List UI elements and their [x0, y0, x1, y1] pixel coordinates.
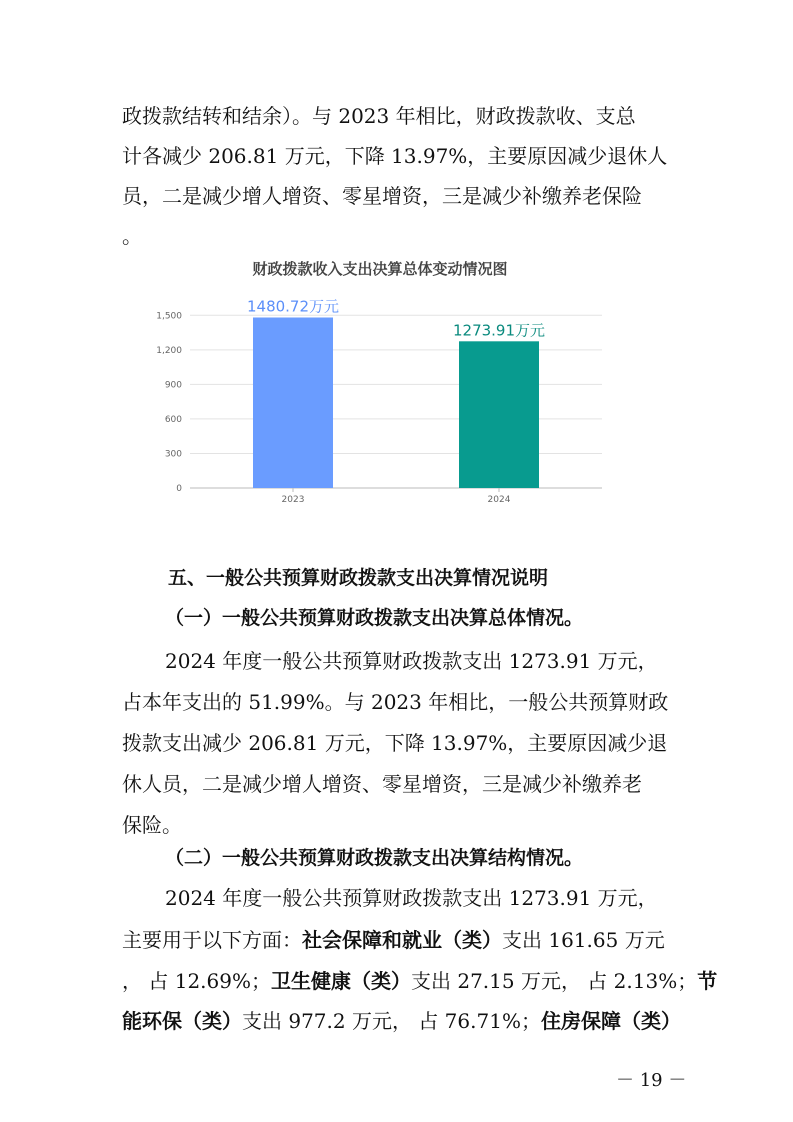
data-label-2024: 1273.91万元: [452, 321, 546, 340]
paragraph1-line1: 政拨款结转和结余）。与 2023 年相比，财政拨款收、支总: [122, 104, 636, 128]
page-number: － 19 －: [616, 1070, 687, 1091]
y-tick-label-3: 900: [164, 380, 182, 391]
chart-title: 财政拨款收入支出决算总体变动情况图: [252, 260, 508, 278]
sub1-line4: 休人员，二是减少增人增资、零星增资，三是减少补缴养老: [122, 772, 642, 796]
sub1-line5: 保险。: [122, 813, 182, 837]
paragraph1-line2: 计各减少 206.81 万元，下降 13.97%，主要原因减少退休人: [122, 144, 668, 168]
y-tick-label-1: 300: [164, 449, 182, 460]
paragraph1-line4: 。: [122, 224, 142, 248]
y-tick-label-2: 600: [164, 414, 182, 425]
y-tick-label-4: 1,200: [156, 345, 182, 356]
sub1-line1: 2024 年度一般公共预算财政拨款支出 1273.91 万元，: [165, 649, 658, 673]
sub1-line3: 拨款支出减少 206.81 万元，下降 13.97%，主要原因减少退: [122, 731, 668, 755]
section5-heading: 五、一般公共预算财政拨款支出决算情况说明: [168, 567, 549, 589]
data-label-2023: 1480.72万元: [246, 297, 340, 316]
sub2-line1: 2024 年度一般公共预算财政拨款支出 1273.91 万元，: [165, 886, 658, 910]
sub2-line3: [122, 966, 717, 996]
category-energy-start: 节: [697, 969, 718, 993]
category-health: 卫生健康（类）: [270, 969, 411, 993]
bar-chart: [148, 252, 612, 514]
category-social-security: 社会保障和就业（类）: [302, 928, 502, 952]
y-tick-label-0: 0: [176, 484, 182, 494]
sub2-line4: [122, 1006, 681, 1036]
sub2-line2-amount: 支出 161.65 万元: [502, 928, 665, 952]
sub1-heading: （一）一般公共预算财政拨款支出决算总体情况。: [165, 607, 584, 629]
bar-2023: [253, 317, 333, 488]
sub2-line3-amount: 支出 27.15 万元， 占 2.13%；: [410, 969, 698, 993]
sub1-line2: 占本年支出的 51.99%。与 2023 年相比，一般公共预算财政: [122, 690, 669, 714]
y-tick-label-5: 1,500: [156, 311, 182, 322]
sub2-line2-text: 主要用于以下方面：: [122, 928, 302, 952]
x-tick-label-2024: 2024: [487, 495, 511, 505]
bar-2024: [459, 341, 539, 488]
paragraph1-line3: 员，二是减少增人增资、零星增资，三是减少补缴养老保险: [122, 184, 642, 208]
sub2-heading: （二）一般公共预算财政拨款支出决算结构情况。: [165, 847, 584, 869]
category-energy: 能环保（类）: [122, 1009, 242, 1033]
sub2-line2: [122, 925, 665, 955]
x-tick-label-2023: 2023: [281, 495, 305, 505]
category-housing: 住房保障（类）: [540, 1009, 681, 1033]
sub2-line3-share: ， 占 12.69%；: [122, 969, 271, 993]
sub2-line4-amount: 支出 977.2 万元， 占 76.71%；: [242, 1009, 541, 1033]
